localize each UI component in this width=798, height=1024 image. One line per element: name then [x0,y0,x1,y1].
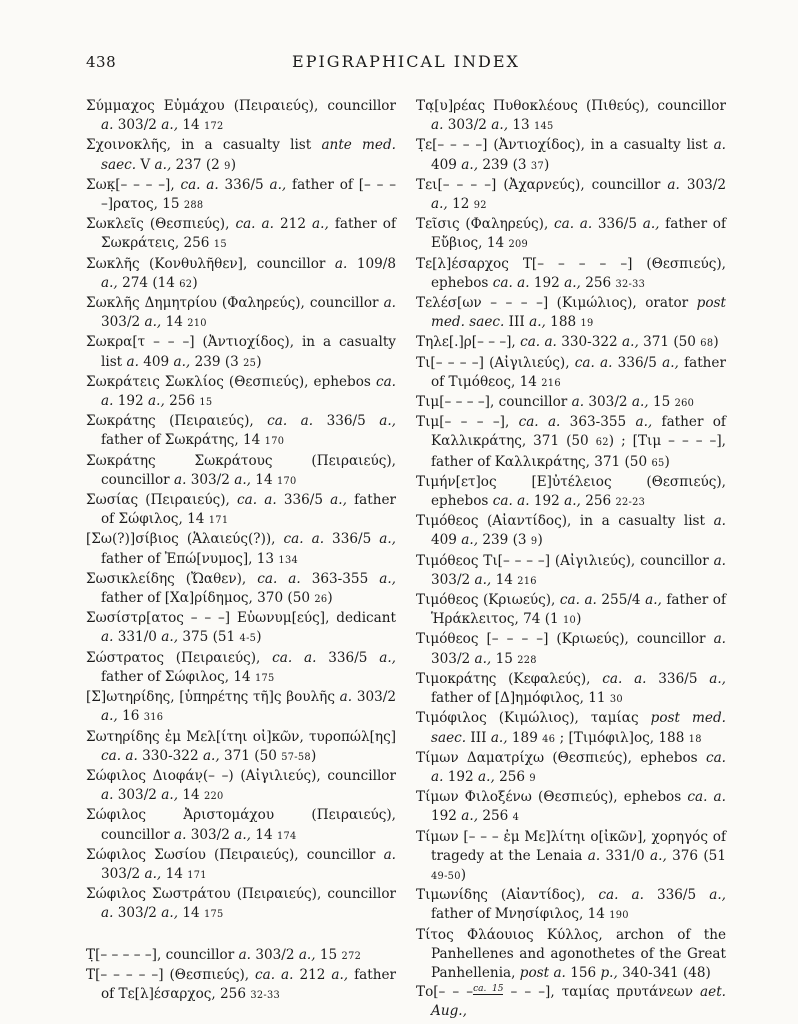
index-entry: Σωκράτης (Πειραιεύς), ca. a. 336/5 a., father of Σωκράτης, 14 170 [86,413,396,449]
index-entry: Σωκλῆς (Κονθυλῆθεν], councillor a. 109/8 a., 274 (14 62) [86,255,397,291]
index-entry: Τιμόθεος Τι[– – – –] (Αἰγιλιεύς), councillor a. 303/2 a., 14 216 [416,552,726,588]
index-entry: Σωσίας (Πειραιεύς), ca. a. 336/5 a., father of Σώφιλος, 14 171 [86,492,396,528]
index-entry: Τ̣ε[– – – –] (Ἀντιοχίδος), in a casualty list a. 409 a., 239 (3 37) [416,137,726,173]
index-entry: Τ̣[– – – – –], councillor a. 303/2 a., 15 272 [86,946,362,963]
index-entry: Τηλε[.]ρ[– – –], ca. a. 330-322 a., 371 (50 68) [416,334,719,351]
index-entry: Σώφιλος Ἀριστομάχου (Πειραιεύς), councillor a. 303/2 a., 14 174 [86,807,396,843]
index-entry: Σωκρα[τ – – –] (Ἀντιοχίδος), in a casualty list a. 409 a., 239 (3 25) [86,334,396,370]
index-entry: Σχοινοκλῆς, in a casualty list ante med. saec. V a., 237 (2 9) [86,137,396,173]
index-entry: Τεῖσις (Φαληρεύς), ca. a. 336/5 a., father of Εὔβιος, 14 209 [416,216,726,252]
index-entry: Τιμήν[ετ]ος [Ε]ὐτέλειος (Θεσπιεύς), ephebos ca. a. 192 a., 256 22-23 [416,473,726,510]
page-title: EPIGRAPHICAL INDEX [292,52,520,71]
index-entry: Τ[– – – – –] (Θεσπιεύς), ca. a. 212 a., father of Τε[λ]έσαρχος, 256 32-33 [86,966,396,1002]
index-entry: Τίμων [– – – ἐμ Με]λίτηι ο[ἰκῶν], χορηγός of tragedy at the Lenaia a. 331/0 a., 376 (51 49-50) [416,828,726,883]
index-entry: Σωκλεῖς (Θεσπιεύς), ca. a. 212 a., father of Σωκράτεις, 256 15 [86,216,396,252]
index-entry: Τίμων Φιλοξένω (Θεσπιεύς), ephebos ca. a. 192 a., 256 4 [416,789,726,825]
index-entry: Τει[– – – –] (Ἀχαρνεύς), councillor a. 303/2 a., 12 92 [416,176,726,213]
page-number: 438 [86,53,117,71]
index-entry: Τιμ[– – – –], councillor a. 303/2 a., 15 260 [416,394,695,411]
index-entry: Τιμόθεος [– – – –] (Κριωεύς), councillor a. 303/2 a., 15 228 [416,631,726,667]
index-entry: Σωτηρίδης ἐμ Μελ[ίτηι οἰ]κῶν, τυροπώλ[ης] ca. a. 330-322 a., 371 (50 57-58) [86,728,396,764]
index-entry: Σώφιλος Σωσίου (Πειραιεύς), councillor a. 303/2 a., 14 171 [86,846,396,882]
index-entry: Σωκράτεις Σωκλίος (Θεσπιεύς), ephebos ca. a. 192 a., 256 15 [86,373,396,410]
index-entry: Τίμων Δαματρίχω (Θεσπιεύς), ephebos ca. a. 192 a., 256 9 [416,749,726,785]
index-entry: Σωσίστρ[ατος – – –] Εὐωνυμ[εύς], dedicant a. 331/0 a., 375 (51 4-5) [86,610,396,646]
index-entry: [Σ]ωτηρίδης, [ὑπηρέτης τῆ]ς βουλῆς a. 303/2 a., 16 316 [86,689,396,725]
index-entry: Τελέσ[ων – – – –] (Κιμώλιος), orator post med. saec. III a., 188 19 [416,295,726,331]
index-column-left [86,97,396,1022]
index-entry: Τε[λ]έσαρχος Τ[– – – – –] (Θεσπιεύς), ephebos ca. a. 192 a., 256 32-33 [416,255,726,291]
index-entry: Τιμόθεος (Αἰαντίδος), in a casualty list a. 409 a., 239 (3 9) [416,513,726,549]
index-entry: Τα̣[υ]ρέας Πυθοκλέους (Πιθεύς), councillor a. 303/2 a., 13 145 [416,98,726,134]
index-entry: Σώστρατος (Πειραιεύς), ca. a. 336/5 a., father of Σώφιλος, 14 175 [86,649,396,685]
index-entry: Τιμοκράτης (Κεφαλεύς), ca. a. 336/5 a., father of [Δ]ημόφιλος, 11 30 [416,670,726,707]
index-column-right [416,97,726,1022]
index-entry: Σωκλῆς Δημητρίου (Φαληρεύς), councillor a. 303/2 a., 14 210 [86,295,396,331]
index-entry: Τιμ[– – – –], ca. a. 363-355 a., father of Καλλικράτης, 371 (50 62) ; [Τιμ – – – –], father of Καλλικράτης, 371 (50 65) [416,414,726,470]
index-entry: [Σω(?)]σίβιος (Ἁλαιεύς(?)), ca. a. 336/5 a., father of Ἐπώ[νυμος], 13 134 [86,531,396,567]
index-entry: Τιμόθεος (Κριωεύς), ca. a. 255/4 a., father of Ἡράκλειτος, 74 (1 10) [416,592,726,628]
index-entry: Τι[– – – –] (Αἰγιλιεύς), ca. a. 336/5 a., father of Τιμόθεος, 14 216 [416,354,726,390]
page-header [86,52,726,71]
index-columns [86,97,726,1022]
index-entry: Σύμμαχος Εὐμάχου (Πειραιεύς), councillor a. 303/2 a., 14 172 [86,98,396,134]
index-entry: Σωσικλείδης (Ὤαθεν), ca. a. 363-355 a., father of [Χα]ρίδημος, 370 (50 26) [86,570,396,607]
index-entry: Σωκ̣[– – – –], ca. a. 336/5 a., father of [– – – –]ρατος, 15 288 [86,176,396,213]
index-entry: Τιμωνίδης (Αἰαντίδος), ca. a. 336/5 a., father of Μνησίφιλος, 14 190 [416,887,726,923]
index-entry: Σώφιλος Σωστράτου (Πειραιεύς), councillor a. 303/2 a., 14 175 [86,886,396,922]
index-entry: Σώφιλος Διοφάν̣(– –) (Αἰγιλιεύς), councillor a. 303/2 a., 14 220 [86,767,396,804]
index-entry: Το[– – –$^{ca. 15}$ – – –], ταμίας πρυτάνεων aet. Aug., [416,983,726,1020]
index-entry: Τίτος Φλάουιος Κύλλος, archon of the Panhellenes and agonothetes of the Great Panhellenia, post a. 156 p., 340-341 (48) [416,926,726,981]
index-entry: Σωκράτης Σωκράτους (Πειραιεύς), councillor a. 303/2 a., 14 170 [86,452,396,488]
index-entry: Τιμόφιλος (Κιμώλιος), ταμίας post med. saec. III a., 189 46 ; [Τιμόφιλ]ος, 188 18 [416,710,726,746]
